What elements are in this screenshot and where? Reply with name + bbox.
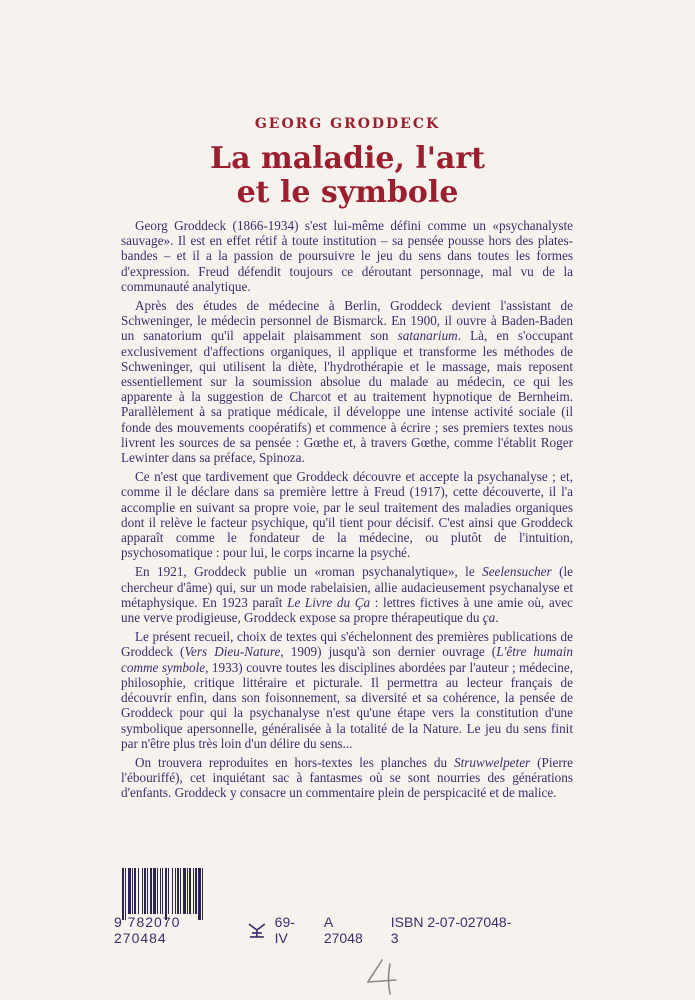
- barcode-bar: [165, 868, 167, 920]
- text-run: . Là, en s'occupant exclusivement d'affections organiques, il applique et transforme les méthodes de Schweninger, qui utilisent la diète, l'hydrothérapie et le massage, mais reposent essentiellement sur la soumission absolue du malade au médecin, ce qui les apparente à la suggestion de Charcot et au traitement hypnotique de Bernheim. Parallèlement à sa pratique médicale, il développe une intense activité sociale (il fonde des mouvements coopératifs) et commence à écrire ; ses premiers textes nous livrent les sources de sa pensée : Gœthe et, à travers Gœthe, comme l'établit Roger Lewinter dans sa préface, Spinoza.: [121, 328, 573, 466]
- italic-title: L'être humain comme symbole: [121, 644, 573, 675]
- barcode-bar: [144, 868, 146, 914]
- barcode-bar: [122, 868, 124, 920]
- text-run: (le chercheur d'âme) qui, sur un mode rabelaisien, allie audacieusement psychanalyse et métaphysique. En 1923 paraît: [121, 564, 573, 610]
- italic-title: ça: [482, 610, 496, 626]
- text-run: , 1909) jusqu'à son dernier ouvrage (: [280, 644, 497, 660]
- barcode-bar: [134, 868, 136, 914]
- barcode-digits: 9 782070 270484: [114, 914, 181, 946]
- barcode: [120, 868, 250, 920]
- barcode-bar: [150, 868, 152, 914]
- text-run: Le présent recueil, choix de textes qui s'échelonnent des premières publications de Groddeck (: [121, 629, 573, 660]
- barcode-bar: [195, 868, 197, 914]
- barcode-bar: [168, 868, 169, 914]
- barcode-bar: [180, 868, 181, 914]
- barcode-bar: [177, 868, 179, 914]
- book-title: [0, 142, 695, 210]
- paragraph: [121, 469, 573, 560]
- barcode-bar: [125, 868, 126, 920]
- blurb-text: [121, 218, 573, 805]
- barcode-bar: [175, 868, 176, 914]
- italic-title: Le Livre du Ça: [287, 594, 371, 610]
- italic-title: Seelensucher: [482, 564, 552, 580]
- barcode-bar: [157, 868, 158, 914]
- barcode-bar: [142, 868, 143, 914]
- italic-title: satanarium: [397, 328, 458, 344]
- paragraph: [121, 218, 573, 294]
- catalog-code: 69-IV: [274, 914, 295, 946]
- paragraph: [121, 755, 573, 801]
- text-run: , 1933) couvre toutes les disciplines abordées par l'auteur ; médecine, philosophie, critique littéraire et picturale. Il permettra au lecteur français de découvrir enfin, dans son foisonnement, sa diversité et sa cohérence, la pensée de Groddeck pour qui la psychanalyse n'est qu'une étape vers la constitution d'une symbolique apersonnelle, généralisée à la totalité de la Nature. Le jeu du sens finit par n'être plus très loin d'un délire du sens...: [121, 659, 573, 751]
- isbn-number: ISBN 2-07-027048-3: [390, 914, 512, 946]
- reference-number: A 27048: [323, 914, 363, 946]
- barcode-bar: [138, 868, 139, 914]
- text-run: On trouvera reproduites en hors-textes les planches du: [135, 754, 454, 770]
- barcode-bar: [147, 868, 148, 914]
- barcode-bar: [202, 868, 203, 920]
- text-run: En 1921, Groddeck publie un «roman psychanalytique», le: [135, 564, 483, 580]
- publisher-logo-icon: [245, 921, 269, 939]
- title-line-1: La maladie, l'art: [209, 141, 486, 176]
- barcode-bar: [128, 868, 131, 914]
- title-line-2: et le symbole: [236, 175, 459, 210]
- handwritten-note-text: 4: [362, 956, 363, 957]
- isbn-row: [114, 914, 534, 946]
- text-run: Après des études de médecine à Berlin, Groddeck devient l'assistant de Schweninger, le médecin personnel de Bismarck. En 1900, il ouvre à Baden-Baden un sanatorium qu'il appelait plaisamment son: [121, 298, 573, 344]
- text-run: Georg Groddeck (1866-1934) s'est lui-même défini comme un «psychanalyste sauvage». Il est en effet rétif à toute institution – sa pensée pousse hors des plates-bandes – et il a la passion de poursuivre le jeu du sens dans toutes les formes d'expression. Freud défendit toujours ce déroutant personnage, mal vu de la communauté analytique.: [121, 218, 573, 294]
- paragraph: [121, 298, 573, 465]
- paragraph: [121, 564, 573, 625]
- paragraph: [121, 629, 573, 751]
- barcode-bar: [153, 868, 156, 914]
- text-run: Ce n'est que tardivement que Groddeck découvre et accepte la psychanalyse ; et, comme il le déclare dans sa première lettre à Freud (1917), cette découverte, il l'a accomplie en suivant sa propre voie, par le seul traitement des maladies organiques dont il relève le facteur psychique, qu'il tient pour décisif. C'est ainsi que Groddeck apparaît comme le fondateur de la médecine, ou plutôt de l'intuition, psychosomatique : pour lui, le corps incarne la psyché.: [121, 469, 573, 561]
- text-run: (Pierre l'ébouriffé), cet inquiétant sac à fantasmes où se sont nourries des générations d'enfants. Groddeck y consacre un commentaire plein de perspicacité et de malice.: [121, 754, 573, 801]
- barcode-bar: [172, 868, 173, 914]
- text-run: .: [495, 610, 499, 626]
- barcode-bar: [162, 868, 163, 914]
- barcode-bars: [120, 868, 250, 920]
- handwritten-note: [362, 956, 412, 996]
- barcode-bar: [189, 868, 191, 914]
- author-name: GEORG GRODDECK: [254, 116, 441, 132]
- barcode-bar: [187, 868, 188, 914]
- text-run: : lettres fictives à une amie où, avec une verve prodigieuse, Groddeck expose sa propre thérapeutique du: [121, 594, 573, 626]
- barcode-bar: [198, 868, 201, 920]
- barcode-bar: [193, 868, 194, 914]
- italic-title: Struwwelpeter: [453, 754, 531, 770]
- italic-title: Vers Dieu-Nature: [184, 644, 281, 660]
- barcode-bar: [160, 868, 161, 914]
- barcode-bar: [183, 868, 186, 914]
- barcode-bar: [132, 868, 133, 914]
